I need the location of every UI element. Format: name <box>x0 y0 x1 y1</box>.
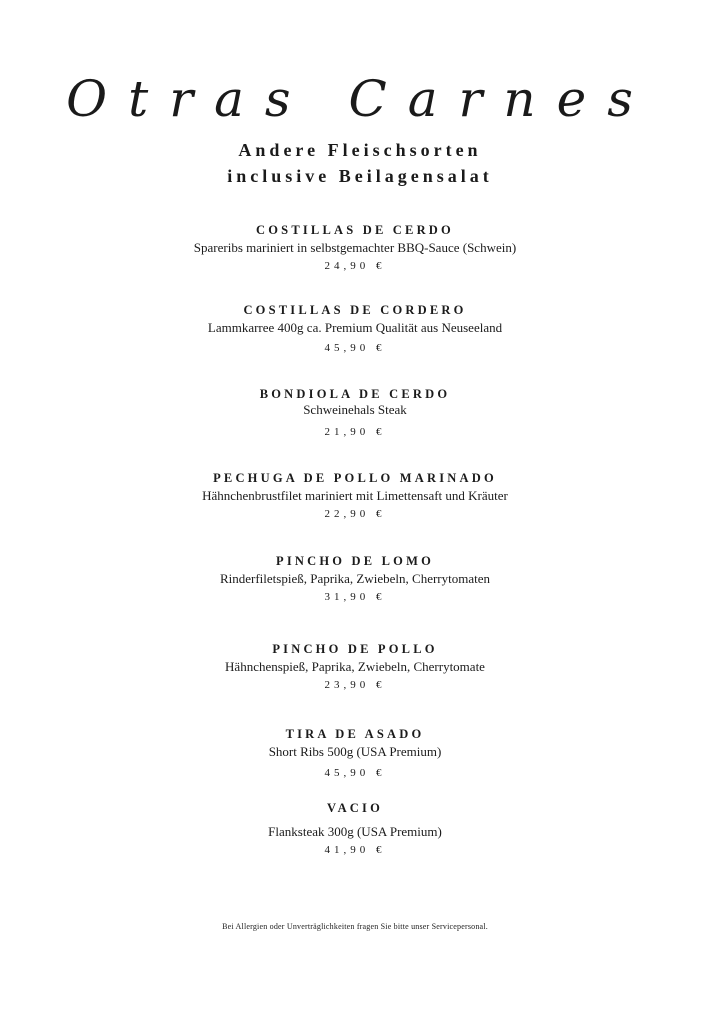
menu-item-description: Flanksteak 300g (USA Premium) <box>268 824 442 839</box>
menu-item-pincho-de-lomo <box>0 553 710 604</box>
menu-item-price: 45,90 € <box>324 767 386 779</box>
allergy-notice: Bei Allergien oder Unverträglichkeiten fragen Sie bitte unser Servicepersonal. <box>222 922 488 931</box>
menu-item-name: PINCHO DE POLLO <box>272 642 438 656</box>
menu-item-price: 21,90 € <box>324 426 386 438</box>
menu-item-pechuga-de-pollo-marinado <box>0 470 710 521</box>
menu-item-costillas-de-cordero <box>0 302 710 355</box>
menu-item-price: 31,90 € <box>324 591 386 603</box>
menu-item-name: VACIO <box>326 801 384 815</box>
menu-item-description: Rinderfiletspieß, Paprika, Zwiebeln, Cherrytomaten <box>219 571 491 586</box>
menu-item-description: Hähnchenbrustfilet mariniert mit Limettensaft und Kräuter <box>202 488 508 503</box>
menu-item-name: BONDIOLA DE CERDO <box>259 387 451 401</box>
menu-item-price: 45,90 € <box>324 342 386 354</box>
menu-item-price: 24,90 € <box>324 260 386 272</box>
menu-item-description: Lammkarree 400g ca. Premium Qualität aus Neuseeland <box>207 320 503 335</box>
menu-item-vacio <box>0 800 710 857</box>
menu-item-bondiola-de-cerdo <box>0 386 710 439</box>
menu-item-pincho-de-pollo <box>0 641 710 692</box>
menu-item-name: COSTILLAS DE CORDERO <box>243 303 467 317</box>
menu-item-name: PECHUGA DE POLLO MARINADO <box>213 471 497 485</box>
menu-item-description: Schweinehals Steak <box>303 402 407 417</box>
menu-item-description: Short Ribs 500g (USA Premium) <box>268 744 442 759</box>
menu-item-name: TIRA DE ASADO <box>285 727 425 741</box>
menu-item-price: 22,90 € <box>324 508 386 520</box>
menu-item-description: Spareribs mariniert in selbstgemachter BBQ-Sauce (Schwein) <box>193 240 517 255</box>
menu-item-tira-de-asado <box>0 726 710 780</box>
menu-subtitle-line1: Andere Fleischsorten <box>238 140 482 160</box>
menu-item-description: Hähnchenspieß, Paprika, Zwiebeln, Cherrytomate <box>225 659 485 674</box>
menu-item-price: 41,90 € <box>324 844 386 856</box>
menu-item-price: 23,90 € <box>324 679 386 691</box>
menu-title: Otras Carnes <box>66 70 654 128</box>
menu-item-name: PINCHO DE LOMO <box>276 554 434 568</box>
menu-subtitle-line2: inclusive Beilagensalat <box>227 166 493 186</box>
menu-item-costillas-de-cerdo <box>0 222 710 273</box>
menu-item-name: COSTILLAS DE CERDO <box>256 223 454 237</box>
